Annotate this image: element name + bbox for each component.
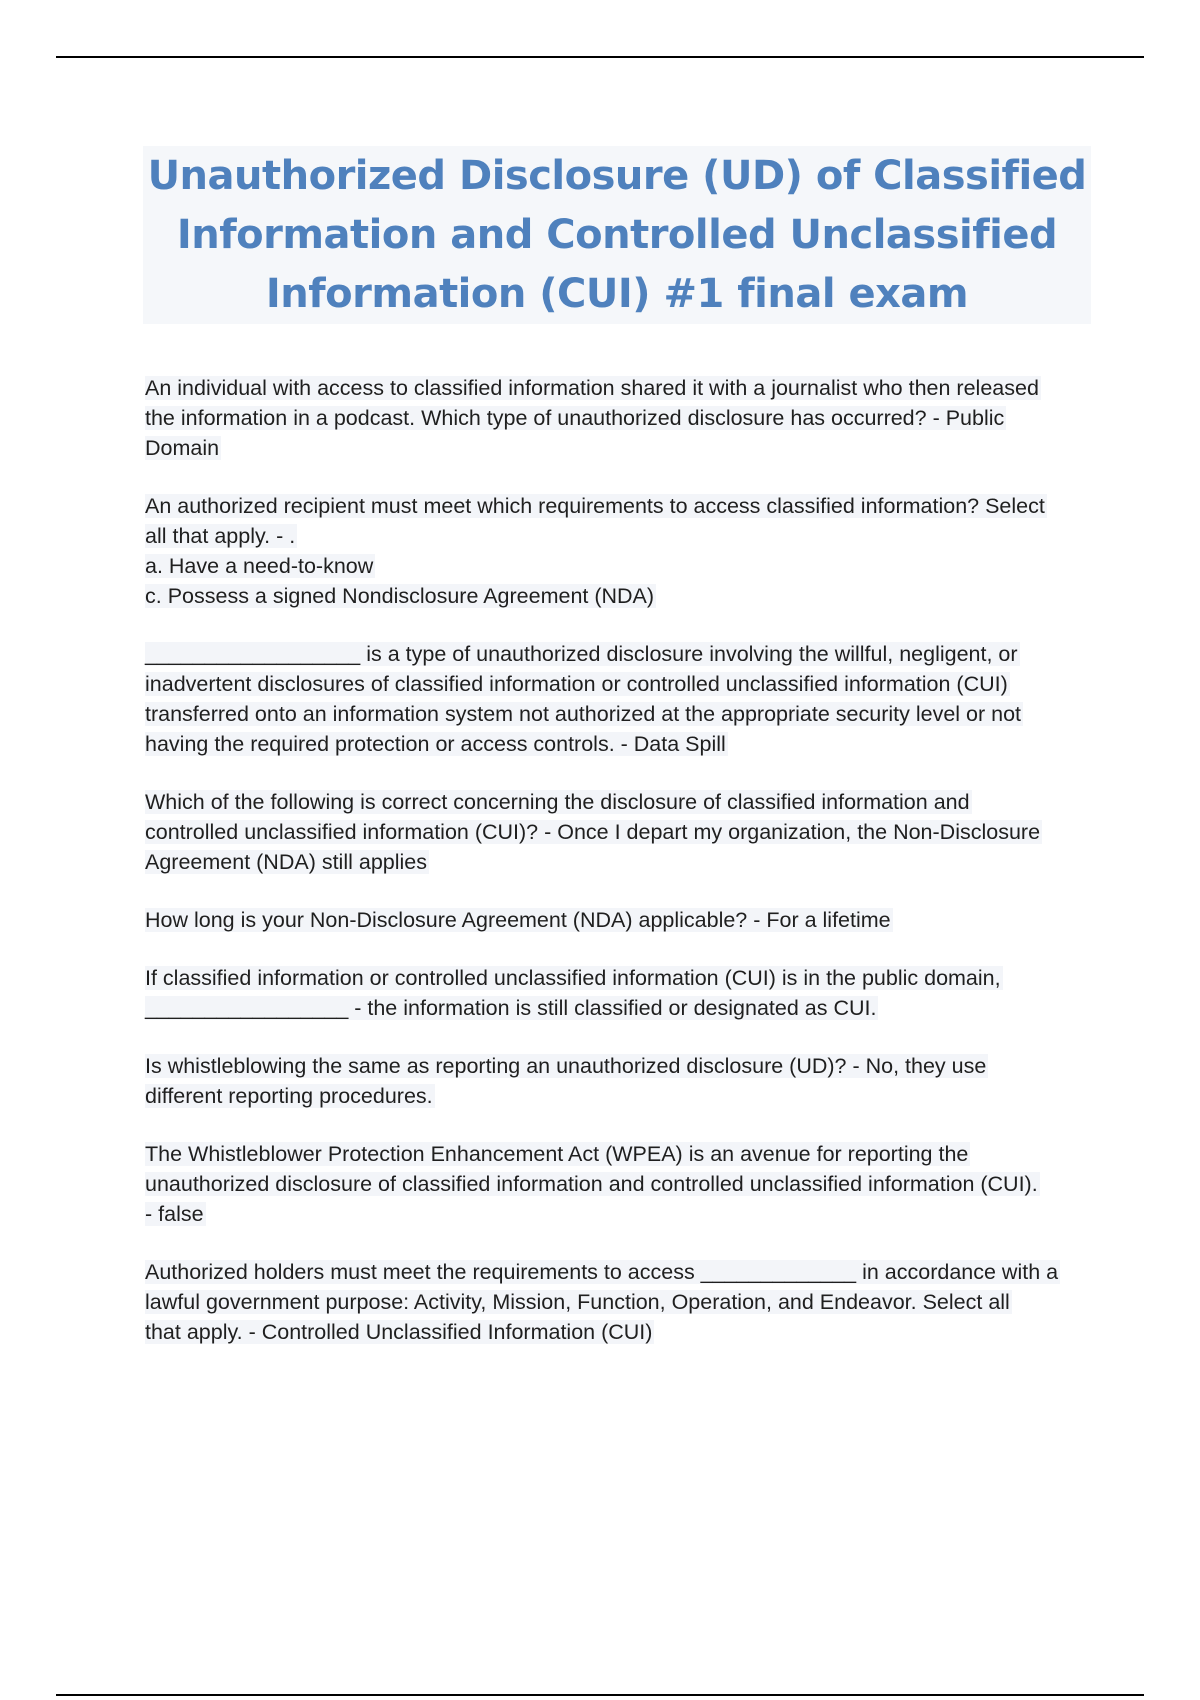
- qa-line: the information in a podcast. Which type of unauthorized disclosure has occurred? - Public: [145, 406, 1005, 430]
- qa-entry: [145, 491, 1091, 611]
- qa-line: lawful government purpose: Activity, Mission, Function, Operation, and Endeavor. Select all: [145, 1290, 1010, 1314]
- bottom-rule: [56, 1694, 1144, 1696]
- qa-line: having the required protection or access controls. - Data Spill: [145, 732, 726, 756]
- title-line: Unauthorized Disclosure (UD) of Classified: [147, 152, 1087, 199]
- qa-line: unauthorized disclosure of classified information and controlled unclassified information (CUI).: [145, 1172, 1038, 1196]
- qa-line: An individual with access to classified information shared it with a journalist who then released: [145, 376, 1039, 400]
- qa-list: [145, 373, 1091, 1375]
- qa-line: different reporting procedures.: [145, 1084, 433, 1108]
- qa-line: Which of the following is correct concerning the disclosure of classified information and: [145, 790, 970, 814]
- qa-line: __________________ is a type of unauthorized disclosure involving the willful, negligent, or: [145, 642, 1018, 666]
- qa-line: controlled unclassified information (CUI)? - Once I depart my organization, the Non-Disclosure: [145, 820, 1041, 844]
- qa-line: The Whistleblower Protection Enhancement Act (WPEA) is an avenue for reporting the: [145, 1142, 969, 1166]
- qa-line: transferred onto an information system not authorized at the appropriate security level or not: [145, 702, 1021, 726]
- qa-line: all that apply. - .: [145, 524, 296, 548]
- qa-entry: [145, 1139, 1091, 1229]
- title-line: Information and Controlled Unclassified: [176, 211, 1058, 258]
- title-box: [143, 146, 1091, 324]
- document-title: [148, 147, 1087, 324]
- qa-line: An authorized recipient must meet which requirements to access classified information? Select: [145, 494, 1045, 518]
- qa-line: Domain: [145, 436, 220, 460]
- qa-line: Is whistleblowing the same as reporting an unauthorized disclosure (UD)? - No, they use: [145, 1054, 987, 1078]
- qa-entry: [145, 963, 1091, 1023]
- qa-entry: [145, 373, 1091, 463]
- qa-line: - false: [145, 1202, 204, 1226]
- qa-line: that apply. - Controlled Unclassified Information (CUI): [145, 1320, 653, 1344]
- qa-line: inadvertent disclosures of classified information or controlled unclassified information (CUI): [145, 672, 1008, 696]
- qa-line: How long is your Non-Disclosure Agreement (NDA) applicable? - For a lifetime: [145, 908, 891, 932]
- qa-line: c. Possess a signed Nondisclosure Agreement (NDA): [145, 584, 655, 608]
- qa-entry: [145, 787, 1091, 877]
- top-rule: [56, 56, 1144, 58]
- qa-entry: [145, 1051, 1091, 1111]
- qa-entry: [145, 905, 1091, 935]
- qa-line: _________________ - the information is still classified or designated as CUI.: [145, 996, 877, 1020]
- qa-entry: [145, 1257, 1091, 1347]
- title-line: Information (CUI) #1 final exam: [265, 270, 969, 317]
- qa-line: If classified information or controlled unclassified information (CUI) is in the public domain,: [145, 966, 1001, 990]
- qa-line: Agreement (NDA) still applies: [145, 850, 427, 874]
- qa-entry: [145, 639, 1091, 759]
- qa-line: Authorized holders must meet the requirements to access _____________ in accordance with a: [145, 1260, 1059, 1284]
- qa-line: a. Have a need-to-know: [145, 554, 374, 578]
